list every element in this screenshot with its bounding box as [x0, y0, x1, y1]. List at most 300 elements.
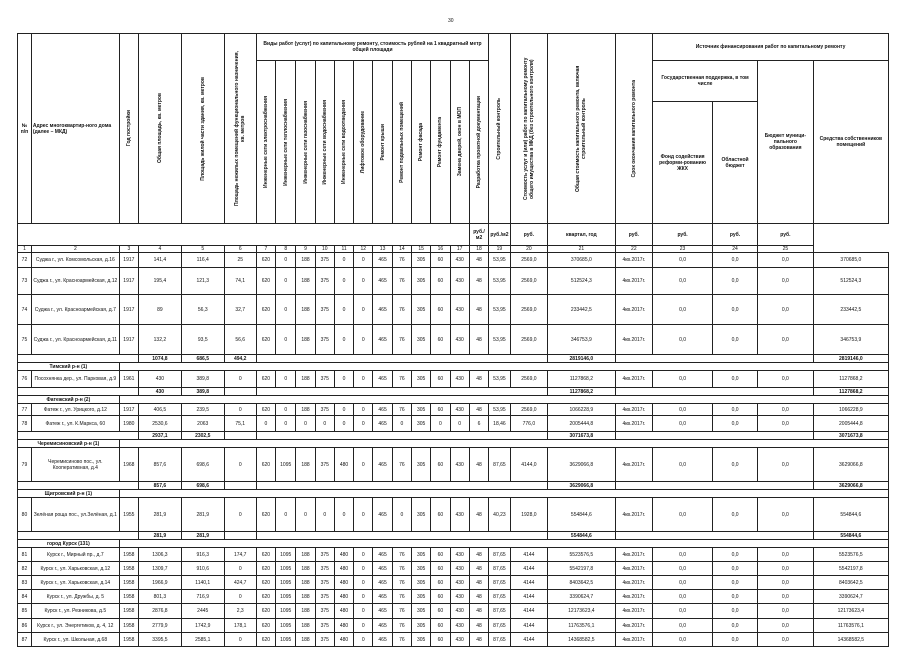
- table-cell: 1958: [119, 548, 138, 562]
- table-cell: 465: [373, 633, 392, 647]
- table-cell: 48: [469, 590, 488, 604]
- table-cell: 76: [392, 404, 411, 416]
- table-cell: 32,7: [224, 295, 256, 325]
- table-cell: 3629066,8: [548, 448, 615, 482]
- table-cell: 0: [354, 325, 373, 355]
- address-cell: Курск г., ул. Харьковская, д.12: [31, 562, 119, 576]
- address-cell: Фатеж г., ул. К.Маркса, 60: [31, 416, 119, 432]
- table-cell: 512524,3: [813, 268, 888, 295]
- table-cell: 0: [392, 498, 411, 532]
- table-cell: 430: [450, 498, 469, 532]
- table-cell: 195,4: [139, 268, 182, 295]
- table-cell: 0: [354, 576, 373, 590]
- table-cell: 188: [296, 325, 315, 355]
- table-cell: 53,95: [489, 253, 510, 268]
- subtotal-t: 3071673,8: [548, 432, 615, 440]
- table-cell: 554844,6: [813, 498, 888, 532]
- table-cell: 430: [450, 619, 469, 633]
- unit-c18: руб./ м2: [469, 224, 488, 246]
- table-cell: 87,65: [489, 590, 510, 604]
- table-cell: 465: [373, 404, 392, 416]
- table-cell: 1917: [119, 295, 138, 325]
- header-unit-cost: Стоимость услуг и (или) работ по капитальному ремонту общего имущества в МКД (без строительного контроля): [510, 34, 547, 224]
- table-cell: 53,95: [489, 268, 510, 295]
- table-cell: 0,0: [653, 619, 713, 633]
- address-cell: Суджа г., ул. Комсомольская, д.16: [31, 253, 119, 268]
- unit-c19: руб./м2: [489, 224, 510, 246]
- table-cell: 48: [469, 448, 488, 482]
- table-cell: 620: [256, 562, 275, 576]
- table-cell: 25: [224, 253, 256, 268]
- table-cell: 375: [315, 253, 334, 268]
- table-cell: 305: [411, 448, 430, 482]
- blank-cell: [18, 532, 139, 540]
- table-cell: 4кв.2017г.: [615, 268, 652, 295]
- table-cell: 0,0: [758, 548, 814, 562]
- table-cell: 0,0: [713, 619, 758, 633]
- subtotal-o: 554844,6: [813, 532, 888, 540]
- table-cell: 370685,0: [548, 253, 615, 268]
- table-cell: 2569,0: [510, 404, 547, 416]
- header-sources-title: Источник финансирования работ по капитальному ремонту: [653, 34, 889, 61]
- subtotal-a: 857,6: [139, 482, 182, 490]
- table-cell: 0: [276, 498, 296, 532]
- table-cell: 4144: [510, 604, 547, 619]
- table-cell: 0,0: [758, 576, 814, 590]
- table-cell: 8403642,5: [813, 576, 888, 590]
- table-cell: 620: [256, 253, 275, 268]
- table-cell: 0: [296, 498, 315, 532]
- table-cell: 188: [296, 448, 315, 482]
- table-cell: 81: [18, 548, 32, 562]
- table-cell: 4кв.2017г.: [615, 604, 652, 619]
- table-cell: 0: [450, 416, 469, 432]
- table-cell: 375: [315, 619, 334, 633]
- table-cell: 0: [315, 416, 334, 432]
- table-cell: 0,0: [713, 404, 758, 416]
- district-label: Фатежский р-н (2): [18, 396, 120, 404]
- table-cell: 0,0: [653, 325, 713, 355]
- table-cell: 0,0: [758, 590, 814, 604]
- table-cell: 3395,5: [139, 633, 182, 647]
- table-cell: 430: [139, 371, 182, 388]
- table-row: [18, 325, 889, 355]
- subtotal-b: 281,9: [181, 532, 224, 540]
- table-cell: 430: [450, 253, 469, 268]
- table-cell: 375: [315, 576, 334, 590]
- header-work-water: Инженерные сети водоснабжения: [315, 61, 334, 224]
- table-cell: 0,0: [653, 295, 713, 325]
- table-cell: 0: [354, 404, 373, 416]
- table-cell: 48: [469, 371, 488, 388]
- table-cell: 5523576,5: [813, 548, 888, 562]
- table-cell: 4кв.2017г.: [615, 295, 652, 325]
- subtotal-o: 3071673,8: [813, 432, 888, 440]
- table-cell: 430: [450, 295, 469, 325]
- table-cell: 430: [450, 448, 469, 482]
- column-index-cell: 13: [373, 246, 392, 253]
- table-cell: 233442,5: [548, 295, 615, 325]
- table-cell: 465: [373, 416, 392, 432]
- subtotal-o: 3629066,8: [813, 482, 888, 490]
- subtotal-a: 1074,8: [139, 355, 182, 363]
- header-regional: Областной бюджет: [713, 102, 758, 224]
- table-cell: 75,1: [224, 416, 256, 432]
- subtotal-b: 2302,5: [181, 432, 224, 440]
- unit-c20: руб.: [510, 224, 547, 246]
- table-cell: 620: [256, 548, 275, 562]
- column-index-cell: 9: [296, 246, 315, 253]
- table-cell: 1917: [119, 268, 138, 295]
- table-cell: 83: [18, 576, 32, 590]
- table-cell: 188: [296, 590, 315, 604]
- table-cell: 132,2: [139, 325, 182, 355]
- table-cell: 0: [276, 325, 296, 355]
- table-cell: 480: [334, 576, 353, 590]
- table-cell: 305: [411, 562, 430, 576]
- blank-cell: [18, 432, 139, 440]
- table-cell: 620: [256, 268, 275, 295]
- table-cell: 0,0: [713, 371, 758, 388]
- table-cell: 4кв.2017г.: [615, 404, 652, 416]
- table-cell: 375: [315, 371, 334, 388]
- table-cell: 0: [224, 590, 256, 604]
- district-label: Щигровский р-н (1): [18, 490, 120, 498]
- table-cell: 465: [373, 576, 392, 590]
- table-cell: 48: [469, 325, 488, 355]
- column-index-cell: 1: [18, 246, 32, 253]
- table-cell: 0: [334, 268, 353, 295]
- header-total-cost: Общая стоимость капитального ремонта, включая строительный контроль: [548, 34, 615, 224]
- table-cell: 620: [256, 590, 275, 604]
- table-cell: 76: [392, 325, 411, 355]
- table-cell: 48: [469, 548, 488, 562]
- table-cell: 1095: [276, 448, 296, 482]
- blank-cell: [119, 490, 888, 498]
- table-cell: 1742,9: [181, 619, 224, 633]
- table-cell: 1306,3: [139, 548, 182, 562]
- subtotal-t: 3629066,8: [548, 482, 615, 490]
- table-cell: 1095: [276, 633, 296, 647]
- table-cell: 188: [296, 371, 315, 388]
- address-cell: Суджа г., ул. Красноармейская, д.11: [31, 325, 119, 355]
- table-cell: 4кв.2017г.: [615, 633, 652, 647]
- table-cell: 0,0: [653, 548, 713, 562]
- table-cell: 1127868,2: [548, 371, 615, 388]
- table-cell: 11763576,1: [548, 619, 615, 633]
- table-cell: 87,65: [489, 619, 510, 633]
- table-cell: 0,0: [758, 268, 814, 295]
- table-cell: 375: [315, 325, 334, 355]
- table-row: [18, 590, 889, 604]
- blank-cell: [615, 532, 813, 540]
- table-cell: 1958: [119, 562, 138, 576]
- table-cell: 178,1: [224, 619, 256, 633]
- table-cell: 5523576,5: [548, 548, 615, 562]
- table-cell: 0: [224, 404, 256, 416]
- table-cell: 2569,0: [510, 253, 547, 268]
- table-cell: 3390624,7: [813, 590, 888, 604]
- table-cell: 465: [373, 562, 392, 576]
- table-cell: 87,65: [489, 448, 510, 482]
- table-cell: 48: [469, 562, 488, 576]
- table-cell: 2569,0: [510, 371, 547, 388]
- district-label: Черемисиновский р-н (1): [18, 440, 120, 448]
- table-cell: 0: [296, 416, 315, 432]
- table-cell: 0: [315, 498, 334, 532]
- table-cell: 305: [411, 604, 430, 619]
- page-number: 30: [448, 18, 454, 24]
- table-cell: 0,0: [758, 371, 814, 388]
- address-cell: Суджа г., ул. Красноармейская, д.12: [31, 268, 119, 295]
- unit-c25: руб.: [758, 224, 814, 246]
- table-cell: 73: [18, 268, 32, 295]
- table-cell: 60: [431, 295, 450, 325]
- column-index-cell: 20: [510, 246, 547, 253]
- table-cell: 2,3: [224, 604, 256, 619]
- subtotal-row: [18, 482, 889, 490]
- table-cell: 60: [431, 448, 450, 482]
- table-cell: 512524,3: [548, 268, 615, 295]
- table-cell: 4кв.2017г.: [615, 562, 652, 576]
- table-cell: 4кв.2017г.: [615, 416, 652, 432]
- table-row: [18, 562, 889, 576]
- table-cell: 60: [431, 619, 450, 633]
- table-cell: 60: [431, 325, 450, 355]
- table-cell: 305: [411, 253, 430, 268]
- table-cell: 620: [256, 619, 275, 633]
- header-works-title: Виды работ (услуг) по капитальному ремонту, стоимость рублей на 1 квадратный метр общей площади: [256, 34, 488, 61]
- table-cell: 430: [450, 590, 469, 604]
- header-work-elevator: Лифтовое оборудование: [354, 61, 373, 224]
- header-work-roof: Ремонт крыши: [373, 61, 392, 224]
- table-cell: 87,65: [489, 633, 510, 647]
- repair-register-table: [17, 33, 889, 647]
- table-cell: 1917: [119, 253, 138, 268]
- table-cell: 1095: [276, 619, 296, 633]
- table-row: [18, 498, 889, 532]
- table-cell: 0,0: [713, 576, 758, 590]
- table-cell: 305: [411, 576, 430, 590]
- table-cell: 1966,9: [139, 576, 182, 590]
- table-cell: 0: [354, 268, 373, 295]
- table-cell: 0,0: [653, 498, 713, 532]
- table-cell: 5542197,8: [813, 562, 888, 576]
- table-cell: 0: [334, 498, 353, 532]
- table-cell: 86: [18, 619, 32, 633]
- table-cell: 1066228,9: [548, 404, 615, 416]
- subtotal-a: 2937,1: [139, 432, 182, 440]
- table-cell: 48: [469, 619, 488, 633]
- table-cell: 430: [450, 633, 469, 647]
- table-cell: 76: [392, 548, 411, 562]
- table-cell: 2569,0: [510, 295, 547, 325]
- table-cell: 48: [469, 633, 488, 647]
- address-cell: Курск г., Мирный пр., д.7: [31, 548, 119, 562]
- table-cell: 375: [315, 633, 334, 647]
- table-cell: 375: [315, 404, 334, 416]
- table-cell: 0: [224, 633, 256, 647]
- column-index-cell: 22: [615, 246, 652, 253]
- table-cell: 698,6: [181, 448, 224, 482]
- table-cell: 4144: [510, 548, 547, 562]
- table-cell: 0: [276, 268, 296, 295]
- table-cell: 0: [354, 548, 373, 562]
- table-cell: 56,3: [181, 295, 224, 325]
- table-cell: 4кв.2017г.: [615, 448, 652, 482]
- table-cell: 465: [373, 295, 392, 325]
- table-cell: 620: [256, 325, 275, 355]
- table-cell: 1095: [276, 590, 296, 604]
- district-row: [18, 540, 889, 548]
- table-cell: 60: [431, 562, 450, 576]
- table-cell: 0,0: [653, 448, 713, 482]
- table-cell: 188: [296, 268, 315, 295]
- table-cell: 60: [431, 498, 450, 532]
- table-cell: 1095: [276, 562, 296, 576]
- table-cell: 5542197,8: [548, 562, 615, 576]
- table-cell: 79: [18, 448, 32, 482]
- table-cell: 48: [469, 604, 488, 619]
- column-index-cell: 7: [256, 246, 275, 253]
- table-cell: 430: [450, 268, 469, 295]
- table-cell: 18,46: [489, 416, 510, 432]
- blank-cell: [18, 355, 139, 363]
- table-row: [18, 619, 889, 633]
- table-cell: 0: [354, 448, 373, 482]
- table-row: [18, 604, 889, 619]
- table-cell: 801,3: [139, 590, 182, 604]
- table-cell: 465: [373, 619, 392, 633]
- table-cell: 4кв.2017г.: [615, 548, 652, 562]
- table-cell: 1917: [119, 325, 138, 355]
- table-cell: 776,0: [510, 416, 547, 432]
- table-cell: 48: [469, 268, 488, 295]
- unit-c23: руб.: [653, 224, 713, 246]
- table-cell: 620: [256, 404, 275, 416]
- table-cell: 1309,7: [139, 562, 182, 576]
- table-cell: 1095: [276, 604, 296, 619]
- table-cell: 480: [334, 448, 353, 482]
- table-cell: 76: [392, 633, 411, 647]
- table-cell: 375: [315, 590, 334, 604]
- table-row: [18, 295, 889, 325]
- header-row-1: [18, 34, 889, 61]
- table-cell: 188: [296, 404, 315, 416]
- table-cell: 0,0: [713, 268, 758, 295]
- header-work-design-docs: Разработка проектной документации: [469, 61, 488, 224]
- table-cell: 4144: [510, 619, 547, 633]
- subtotal-b: 389,8: [181, 388, 224, 396]
- blank-cell: [119, 540, 888, 548]
- table-cell: 48: [469, 404, 488, 416]
- table-cell: 0,0: [713, 633, 758, 647]
- table-cell: 8403642,5: [548, 576, 615, 590]
- table-cell: 2005444,8: [813, 416, 888, 432]
- column-index-cell: 12: [354, 246, 373, 253]
- table-cell: 0: [224, 448, 256, 482]
- table-cell: 0,0: [713, 416, 758, 432]
- subtotal-a: 281,9: [139, 532, 182, 540]
- table-cell: 11763576,1: [813, 619, 888, 633]
- table-cell: 188: [296, 562, 315, 576]
- table-cell: 424,7: [224, 576, 256, 590]
- header-own-funds: Средства собственников помещений: [813, 61, 888, 224]
- address-cell: Суджа г., ул. Красноармейская, д.7: [31, 295, 119, 325]
- table-cell: 620: [256, 604, 275, 619]
- table-cell: 465: [373, 448, 392, 482]
- header-work-electric: Инженерные сети электроснабжения: [256, 61, 275, 224]
- table-cell: 0: [276, 416, 296, 432]
- column-index-cell: 17: [450, 246, 469, 253]
- table-cell: 0: [334, 416, 353, 432]
- table-cell: 0: [276, 295, 296, 325]
- table-cell: 2530,6: [139, 416, 182, 432]
- table-cell: 1968: [119, 448, 138, 482]
- table-cell: 465: [373, 325, 392, 355]
- table-cell: 0,0: [713, 295, 758, 325]
- blank-cell: [615, 432, 813, 440]
- table-cell: 3390624,7: [548, 590, 615, 604]
- unit-c24: руб.: [713, 224, 758, 246]
- table-cell: 620: [256, 633, 275, 647]
- table-cell: 480: [334, 548, 353, 562]
- table-cell: 188: [296, 548, 315, 562]
- table-cell: 346753,9: [813, 325, 888, 355]
- table-cell: 430: [450, 325, 469, 355]
- table-cell: 0: [224, 371, 256, 388]
- table-cell: 0: [354, 253, 373, 268]
- table-cell: 465: [373, 590, 392, 604]
- units-row: [18, 224, 889, 246]
- table-cell: 305: [411, 498, 430, 532]
- table-cell: 188: [296, 295, 315, 325]
- table-row: [18, 416, 889, 432]
- subtotal-a: 430: [139, 388, 182, 396]
- header-address: Адрес многоквартир-ного дома (далее – МКД): [31, 34, 119, 224]
- table-cell: 346753,9: [548, 325, 615, 355]
- address-cell: Курск г., ул. Харьковская, д.14: [31, 576, 119, 590]
- address-cell: Курск г., ул. Школьная, д.68: [31, 633, 119, 647]
- subtotal-c: [224, 388, 256, 396]
- column-index-cell: 6: [224, 246, 256, 253]
- table-cell: 465: [373, 268, 392, 295]
- subtotal-c: [224, 432, 256, 440]
- header-work-facade: Ремонт фасада: [411, 61, 430, 224]
- column-index-cell: 23: [653, 246, 713, 253]
- table-cell: 0: [276, 371, 296, 388]
- blank-cell: [119, 440, 888, 448]
- table-cell: 465: [373, 371, 392, 388]
- table-cell: 305: [411, 590, 430, 604]
- table-cell: 12173623,4: [813, 604, 888, 619]
- blank-cell: [615, 355, 813, 363]
- table-cell: 910,6: [181, 562, 224, 576]
- table-cell: 14368582,5: [813, 633, 888, 647]
- table-cell: 1928,0: [510, 498, 547, 532]
- blank-cell: [119, 363, 888, 371]
- table-cell: 1958: [119, 633, 138, 647]
- table-cell: 0,0: [713, 448, 758, 482]
- header-municipal: Бюджет муници-пального образования: [758, 61, 814, 224]
- table-cell: 0,0: [653, 253, 713, 268]
- table-cell: 2569,0: [510, 325, 547, 355]
- table-cell: 0,0: [713, 562, 758, 576]
- table-cell: 1127868,2: [813, 371, 888, 388]
- table-cell: 1958: [119, 590, 138, 604]
- header-work-construction-control: Строительный контроль: [489, 34, 510, 224]
- table-cell: 465: [373, 548, 392, 562]
